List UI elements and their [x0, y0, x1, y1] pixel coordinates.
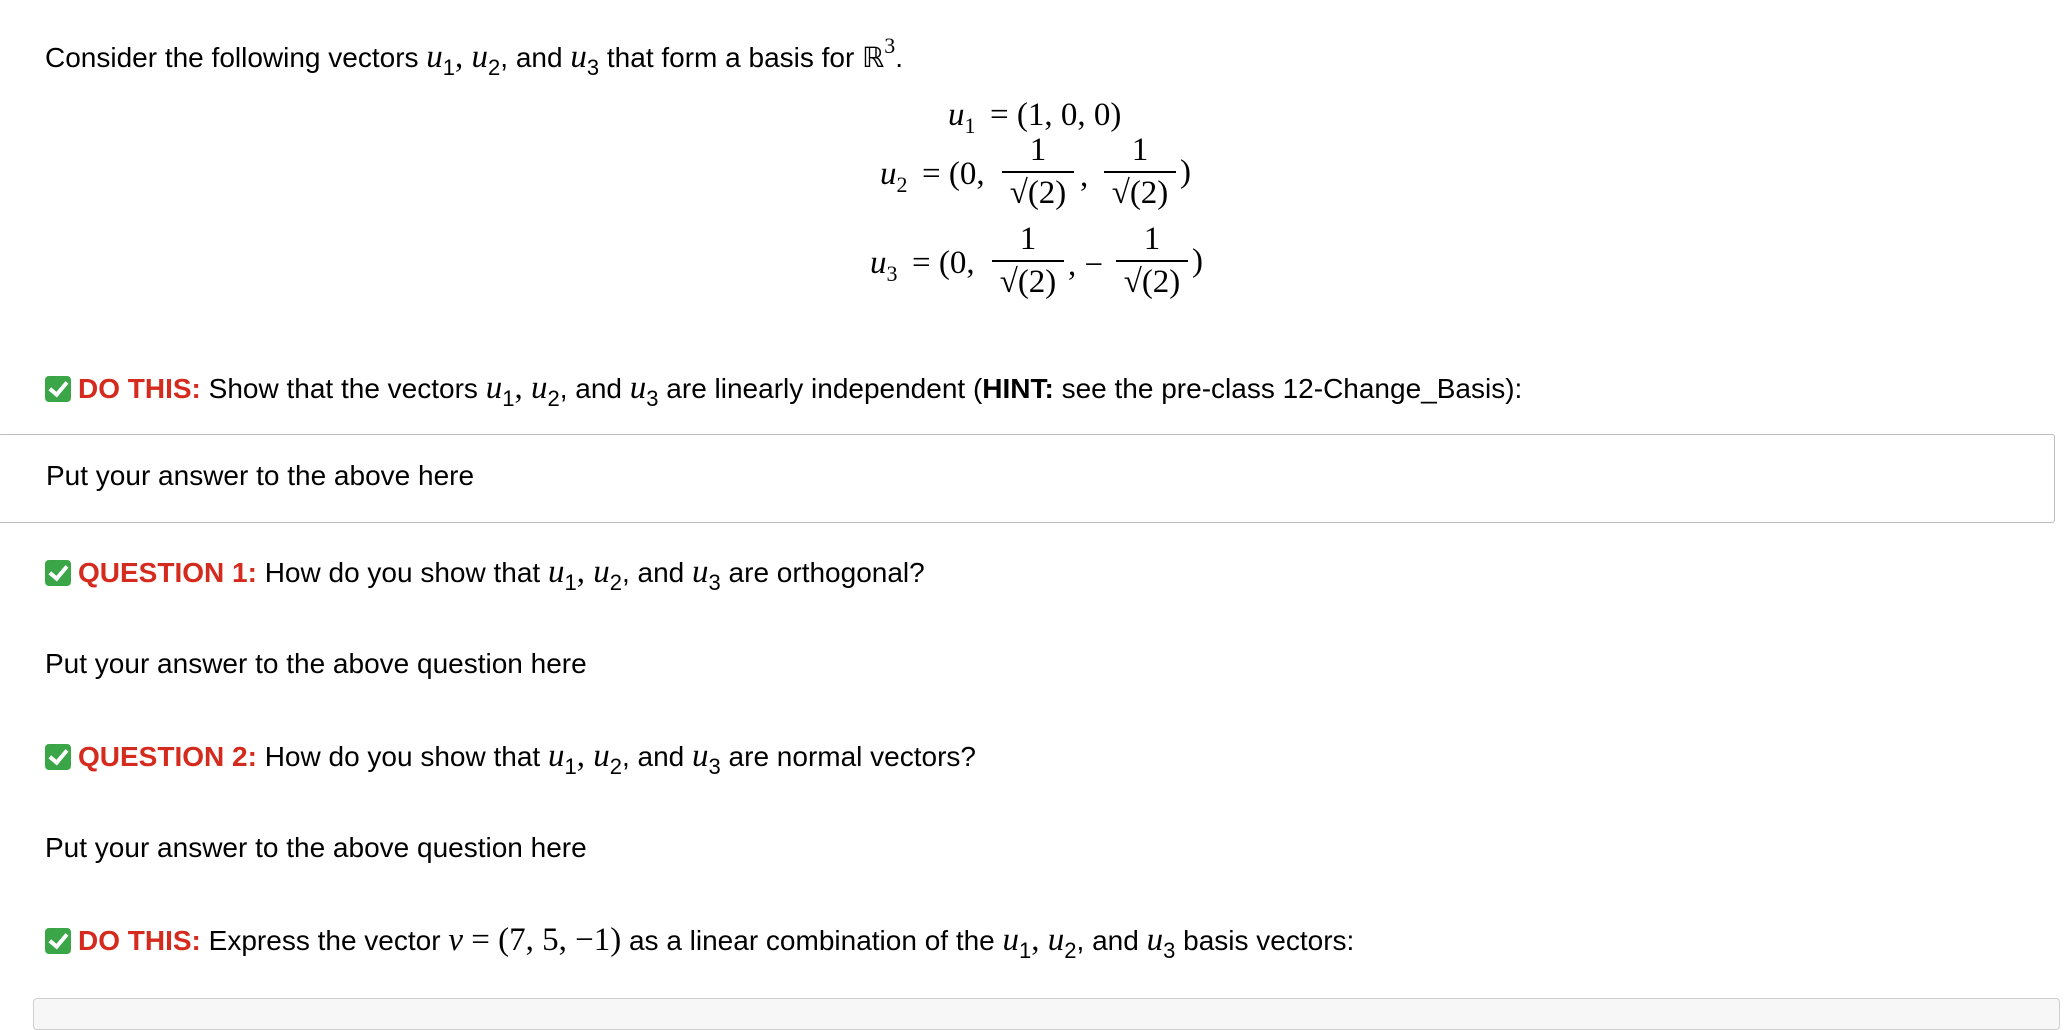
do-this-linear-combination: DO THIS: Express the vector v = (7, 5, −1) as a linear combination of the $u_1$, $u_2$, and $u_3$ basis vectors: [45, 922, 1354, 969]
checkmark-icon [45, 744, 71, 770]
question-2: QUESTION 2: How do you show that $u_1$, $u_2$, and $u_3$ are normal vectors? [45, 738, 976, 785]
reals-symbol: ℝ [862, 42, 885, 73]
answer-cell-1[interactable] [0, 434, 2055, 523]
answer-cell-3[interactable]: Put your answer to the above question here [45, 832, 587, 863]
do-this-linear-independence: DO THIS: Show that the vectors $u_1$, $u_2$, and $u_3$ are linearly independent (HINT: see the pre-class 12-Change_Basis): [45, 370, 1522, 417]
question-1: QUESTION 1: How do you show that $u_1$, $u_2$, and $u_3$ are orthogonal? [45, 554, 925, 601]
answer-text-1: Put your answer to the above here [46, 460, 475, 491]
answer-cell-2[interactable]: Put your answer to the above question here [45, 648, 587, 679]
checkmark-icon [45, 560, 71, 586]
checkmark-icon [45, 376, 71, 402]
code-cell[interactable] [33, 998, 2060, 1030]
intro-text: Consider the following vectors $u_1$, $u_2$, and $u_3$ that form a basis for ℝ$^3$. [45, 33, 904, 80]
checkmark-icon [45, 928, 71, 954]
